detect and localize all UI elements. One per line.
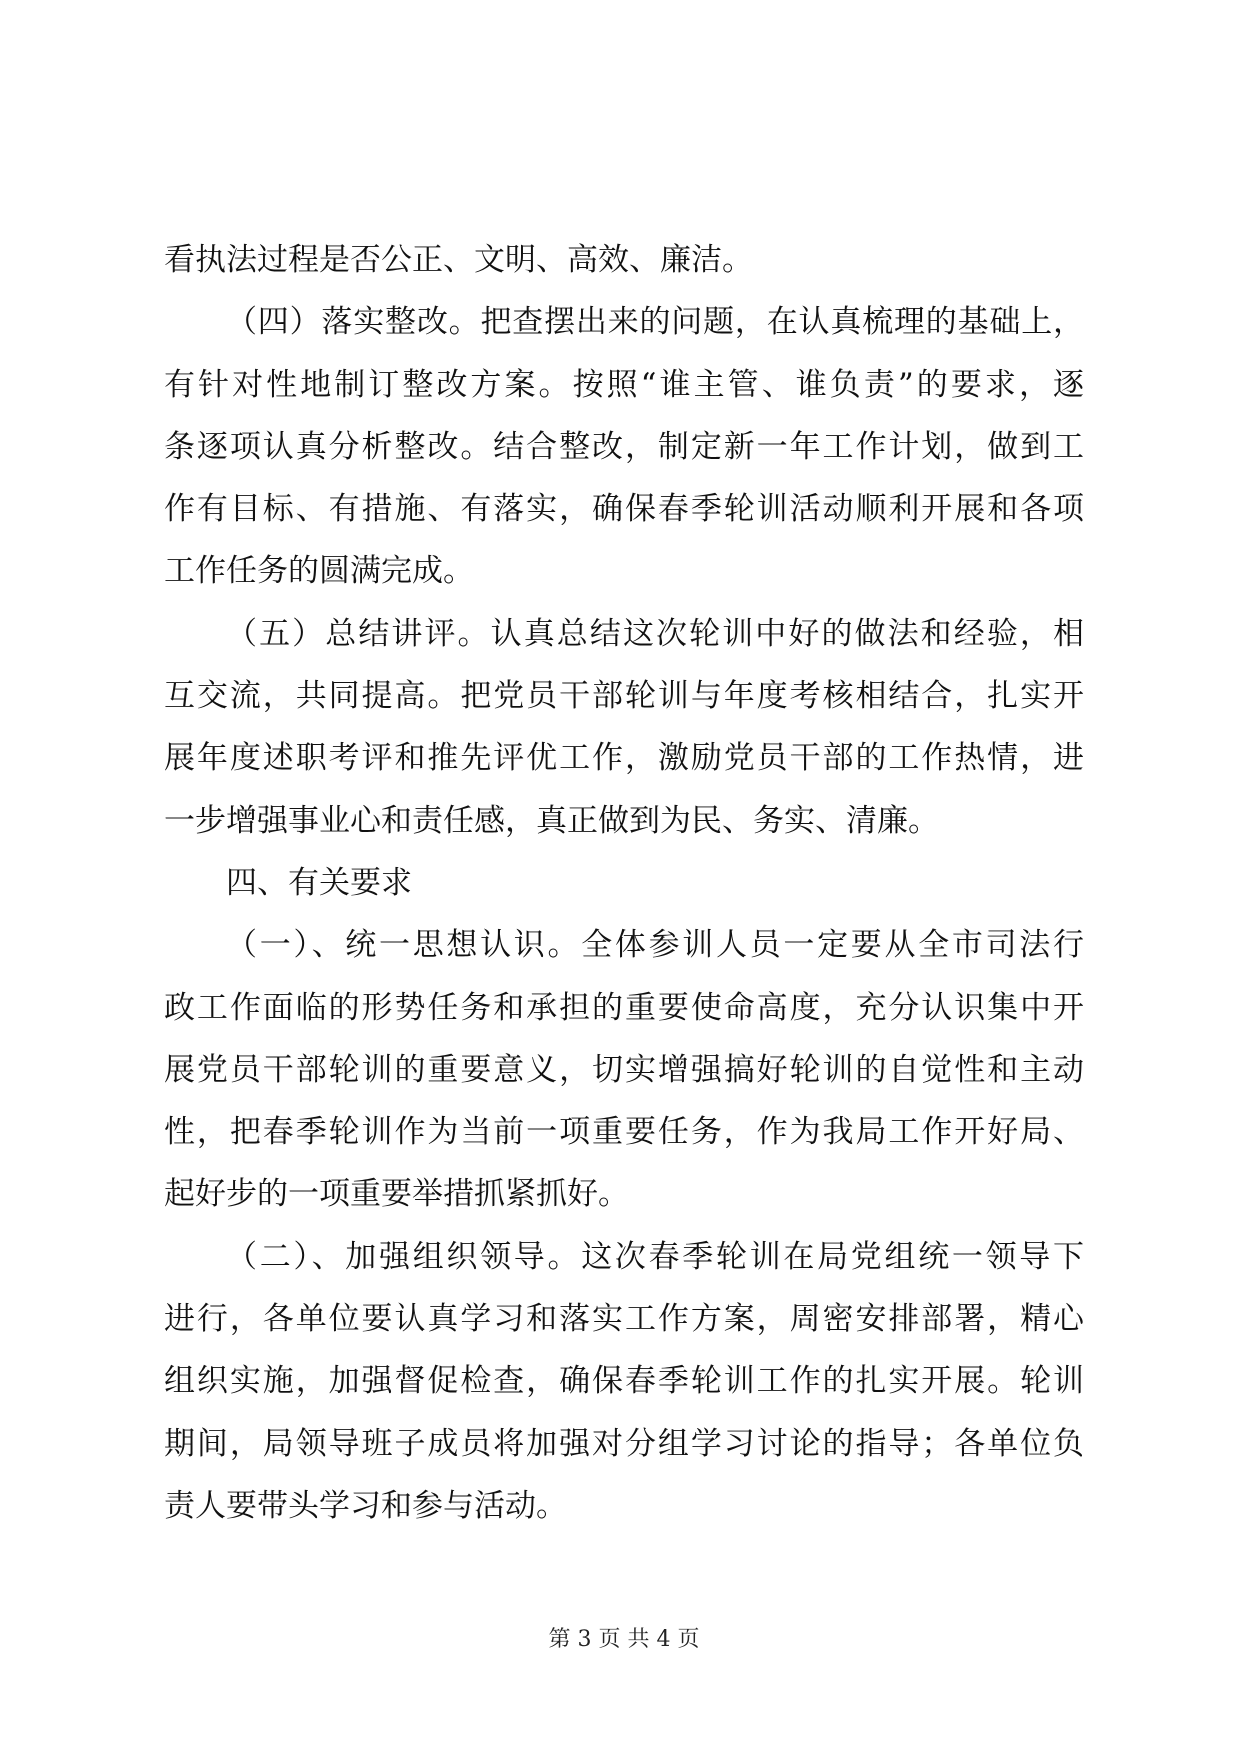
text-line: 性，把春季轮训作为当前一项重要任务，作为我局工作开好局、 [164, 1114, 1084, 1151]
section-heading [164, 852, 1084, 914]
text-line: 期间，局领导班子成员将加强对分组学习讨论的指导；各单位负 [164, 1425, 1084, 1462]
text-line: 组织实施，加强督促检查，确保春季轮训工作的扎实开展。轮训 [164, 1363, 1084, 1400]
text-line: （二）、加强组织领导。这次春季轮训在局党组统一领导下 [226, 1238, 1084, 1275]
paragraph-summary-review [164, 603, 1084, 852]
text-line: 条逐项认真分析整改。结合整改，制定新一年工作计划，做到工 [164, 428, 1084, 465]
text-line: 有针对性地制订整改方案。按照“谁主管、谁负责”的要求，逐 [164, 366, 1084, 403]
text-line: 展年度述职考评和推先评优工作，激励党员干部的工作热情，进 [164, 740, 1084, 777]
text-line: 互交流，共同提高。把党员干部轮训与年度考核相结合，扎实开 [164, 678, 1084, 715]
paragraph-implement-rectification [164, 291, 1084, 602]
paragraph-strengthen-leadership [164, 1226, 1084, 1537]
paragraph-unify-thinking [164, 914, 1084, 1225]
text-line: 起好步的一项重要举措抓紧抓好。 [164, 1176, 629, 1213]
document-body [164, 229, 1084, 1537]
text-line: 一步增强事业心和责任感，真正做到为民、务实、清廉。 [164, 802, 939, 839]
text-line: 政工作面临的形势任务和承担的重要使命高度，充分认识集中开 [164, 989, 1084, 1026]
text-line: 看执法过程是否公正、文明、高效、廉洁。 [164, 242, 753, 278]
text-line: （五）总结讲评。认真总结这次轮训中好的做法和经验，相 [226, 615, 1084, 652]
text-line: 责人要带头学习和参与活动。 [164, 1487, 567, 1524]
page-number-footer: 第 3 页 共 4 页 [548, 1627, 700, 1652]
text-line: 展党员干部轮训的重要意义，切实增强搞好轮训的自觉性和主动 [164, 1051, 1084, 1088]
text-line: （一）、统一思想认识。全体参训人员一定要从全市司法行 [226, 927, 1084, 964]
section-heading-text: 四、有关要求 [226, 864, 412, 901]
text-line: （四）落实整改。把查摆出来的问题，在认真梳理的基础上， [226, 304, 1084, 341]
text-line: 进行，各单位要认真学习和落实工作方案，周密安排部署，精心 [164, 1301, 1084, 1338]
text-line: 工作任务的圆满完成。 [164, 553, 474, 590]
text-line: 作有目标、有措施、有落实，确保春季轮训活动顺利开展和各项 [164, 491, 1084, 528]
paragraph-continuation [164, 229, 1084, 291]
